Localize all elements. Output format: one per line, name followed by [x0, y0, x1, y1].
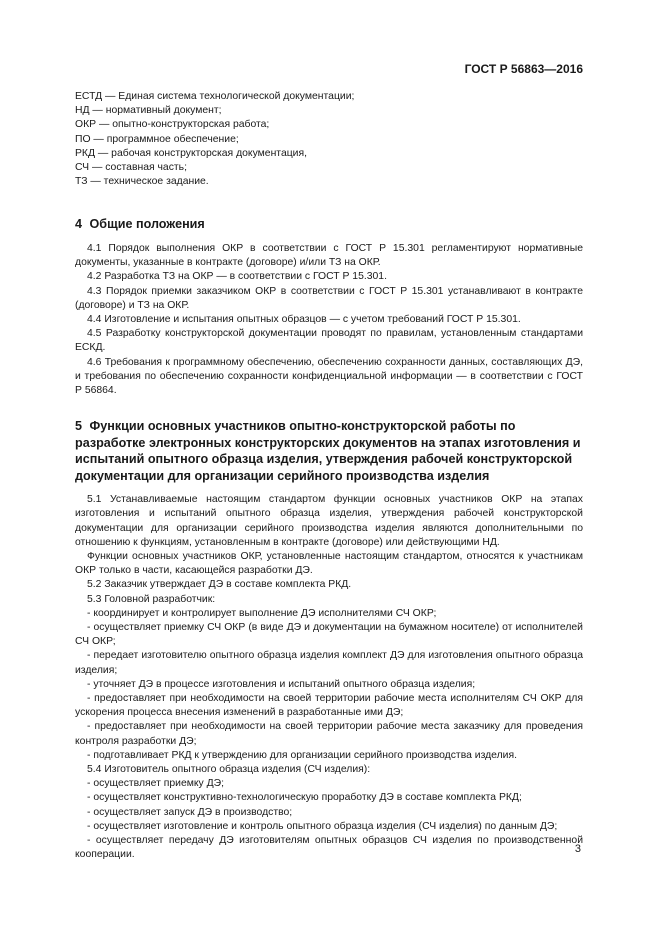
paragraph-5-1: 5.1 Устанавливаемые настоящим стандартом функции основных участников ОКР на этапах изготовления и испытаний опытного образца изделия, утверждения рабочей конструкторской документации для организации серийного производства изделия являются дополнительными по отношению к функциям, установленным в контракте (договоре) или действующими НД. [75, 494, 583, 548]
section-5-title: Функции основных участников опытно-конструкторской работы по разработке электронных конструкторских документов на этапах изготовления и испытаний опытного образца изделия, утверждения рабочей конструкторской документации для организации серийного производства изделия [75, 419, 581, 483]
list-item: - осуществляет приемку СЧ ОКР (в виде ДЭ и документации на бумажном носителе) от исполнителей СЧ ОКР; [75, 621, 583, 648]
paragraph-4-5: 4.5 Разработку конструкторской документации проводят по правилам, установленным стандартами ЕСКД. [75, 328, 583, 354]
section-5-heading [75, 418, 583, 484]
page-number: 3 [574, 843, 581, 855]
list-item: - осуществляет изготовление и контроль опытного образца изделия (СЧ изделия) по данным ДЭ; [87, 820, 558, 832]
abbreviation-item: ТЗ — техническое задание. [75, 176, 209, 188]
abbreviations-list [75, 90, 583, 189]
list-item: - передает изготовителю опытного образца изделия комплект ДЭ для изготовления опытного образца изделия; [75, 650, 583, 676]
abbreviation-item: НД — нормативный документ; [75, 105, 222, 117]
paragraph-5-3: 5.3 Головной разработчик: [87, 593, 216, 605]
document-code: ГОСТ Р 56863—2016 [464, 62, 583, 76]
section-4-number: 4 [75, 217, 83, 232]
paragraph-4-4: 4.4 Изготовление и испытания опытных образцов — с учетом требований ГОСТ Р 15.301. [87, 313, 521, 325]
section-5-number: 5 [75, 419, 83, 434]
abbreviation-item: ЕСТД — Единая система технологической документации; [75, 91, 355, 102]
paragraph-4-3: 4.3 Порядок приемки заказчиком ОКР в соответствии с ГОСТ Р 15.301 устанавливают в контракте (договоре) и ТЗ на ОКР. [75, 285, 583, 311]
section-4-heading [75, 216, 583, 233]
list-item: - осуществляет передачу ДЭ изготовителям опытных образцов СЧ изделия по производственной кооперации. [75, 835, 583, 861]
list-item: - осуществляет конструктивно-технологическую проработку ДЭ в составе комплекта РКД; [87, 792, 522, 804]
abbreviation-item: ПО — программное обеспечение; [75, 133, 239, 145]
section-4-title: Общие положения [89, 217, 205, 232]
paragraph-5-4: 5.4 Изготовитель опытного образца изделия (СЧ изделия): [87, 764, 371, 776]
list-item: - подготавливает РКД к утверждению для организации серийного производства изделия. [87, 749, 517, 761]
abbreviation-item: РКД — рабочая конструкторская документация, [75, 147, 307, 159]
list-item: - предоставляет при необходимости на своей территории рабочие места заказчику для проведения контроля разработки ДЭ; [75, 721, 583, 747]
paragraph-5-2: 5.2 Заказчик утверждает ДЭ в составе комплекта РКД. [87, 579, 352, 591]
abbreviation-item: ОКР — опытно-конструкторская работа; [75, 119, 270, 131]
paragraph-4-6: 4.6 Требования к программному обеспечению, обеспечению сохранности данных, составляющих ДЭ, и требования по обеспечению сохранности конфиденциальной информации — в соответствии с ГОСТ Р 56864. [75, 356, 583, 396]
page-content [75, 90, 583, 862]
list-item: - предоставляет при необходимости на своей территории рабочие места исполнителям СЧ ОКР для ускорения процесса внесения изменений в разработанные ими ДЭ; [75, 693, 583, 719]
abbreviation-item: СЧ — составная часть; [75, 162, 187, 174]
list-item: - координирует и контролирует выполнение ДЭ исполнителями СЧ ОКР; [87, 607, 437, 619]
paragraph-4-1: 4.1 Порядок выполнения ОКР в соответствии с ГОСТ Р 15.301 регламентируют нормативные документы, указанные в контракте (договоре) и/или ТЗ на ОКР. [75, 242, 583, 269]
paragraph-5-1-cont: Функции основных участников ОКР, установленные настоящим стандартом, относятся к участникам ОКР только в части, касающейся разработки ДЭ. [75, 550, 583, 577]
paragraph-4-2: 4.2 Разработка ТЗ на ОКР — в соответствии с ГОСТ Р 15.301. [87, 271, 387, 283]
list-item: - осуществляет приемку ДЭ; [87, 778, 225, 790]
section-4-body [75, 242, 583, 398]
list-item: - уточняет ДЭ в процессе изготовления и испытаний опытного образца изделия; [87, 678, 476, 690]
section-5-body [75, 493, 583, 862]
list-item: - осуществляет запуск ДЭ в производство; [87, 806, 293, 818]
